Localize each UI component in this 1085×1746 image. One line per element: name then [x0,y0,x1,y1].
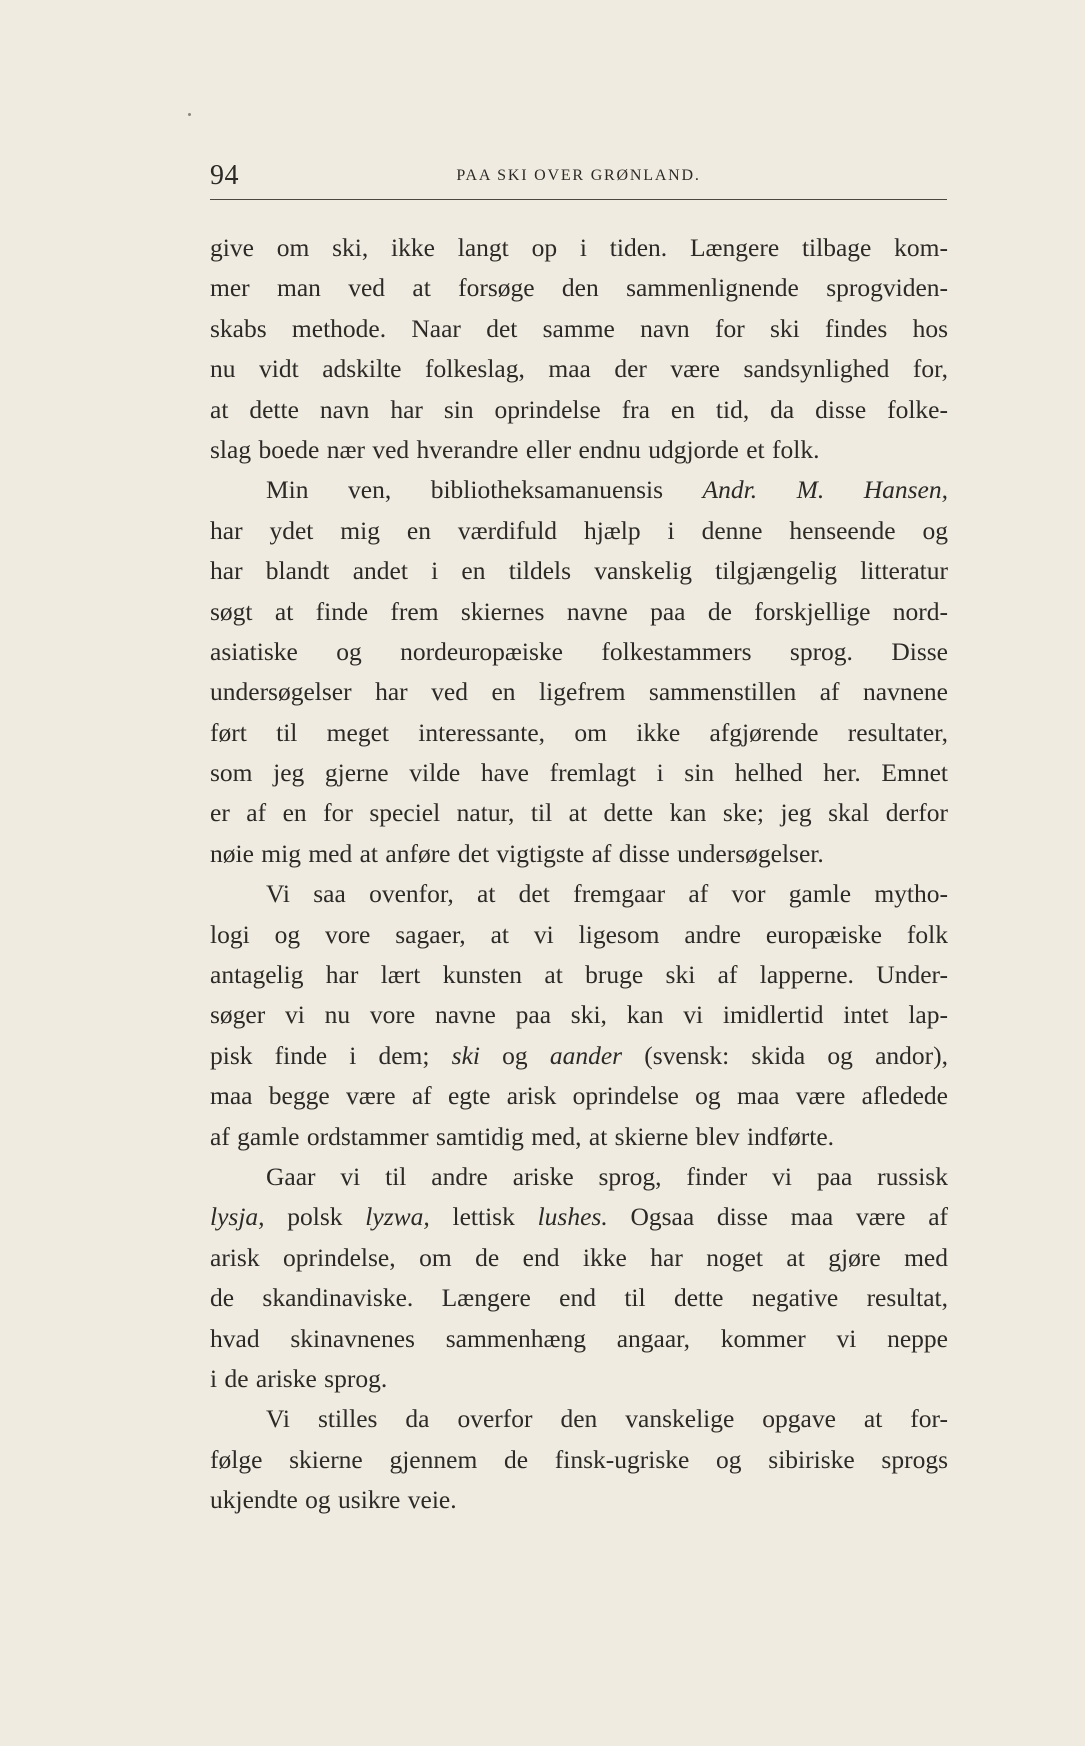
text-line [210,874,948,914]
text-line [210,915,948,955]
page-number: 94 [210,160,239,191]
text-segment: mer man ved at forsøge den sammenlignende sprogviden- [210,273,948,303]
paper-speck [188,113,191,116]
italic-term: lushes. [537,1202,608,1232]
text-segment: antagelig har lært kunsten at bruge ski af lapperne. Under- [210,960,948,990]
text-segment: og [479,1040,550,1070]
text-line [210,1480,948,1520]
text-segment: følge skierne gjennem de finsk-ugriske og sibiriske sprogs [210,1444,948,1474]
italic-term: lyzwa, [365,1202,430,1232]
running-title: PAA SKI OVER GRØNLAND. [456,167,701,184]
text-line [210,1440,948,1480]
text-line [210,1076,948,1116]
text-line [210,349,948,389]
text-segment: søgt at finde frem skiernes navne paa de forskjellige nord- [210,596,948,626]
text-segment: Vi stilles da overfor den vanskelige opgave at for- [266,1404,948,1434]
text-line [210,1157,948,1197]
text-segment: arisk oprindelse, om de end ikke har noget at gjøre med [210,1242,948,1272]
text-segment: asiatiske og nordeuropæiske folkestammers sprog. Disse [210,636,948,666]
text-line [210,834,948,874]
text-line [210,1036,948,1076]
italic-term: aander [549,1040,623,1070]
text-segment: maa begge være af egte arisk oprindelse og maa være afledede [210,1081,948,1111]
text-segment: har blandt andet i en tildels vanskelig tilgjængelig litteratur [210,556,948,586]
text-line [210,1319,948,1359]
text-line [210,228,948,268]
text-segment: ukjendte og usikre veie. [210,1485,457,1515]
text-line [210,511,948,551]
text-line [210,955,948,995]
text-line [210,1399,948,1439]
text-line [210,1238,948,1278]
header-rule [210,199,947,200]
text-segment: Min ven, bibliotheksamanuensis [266,475,703,505]
text-line [210,753,948,793]
text-line [210,1359,948,1399]
text-segment: logi og vore sagaer, at vi ligesom andre europæiske folk [210,919,948,949]
text-line [210,592,948,632]
text-line [210,309,948,349]
text-segment: undersøgelser har ved en ligefrem sammenstillen af navnene [210,677,948,707]
text-segment: ført til meget interessante, om ikke afgjørende resultater, [210,717,948,747]
text-segment: af gamle ordstammer samtidig med, at skierne blev indførte. [210,1121,835,1151]
text-segment: nøie mig med at anføre det vigtigste af disse undersøgelser. [210,838,824,868]
text-segment: i de ariske sprog. [210,1363,388,1393]
text-line [210,470,948,510]
text-line [210,268,948,308]
text-segment: pisk finde i dem; [210,1040,452,1070]
text-segment: hvad skinavnenes sammenhæng angaar, kommer vi neppe [210,1323,948,1353]
text-segment: at dette navn har sin oprindelse fra en tid, da disse folke- [210,394,948,424]
text-line [210,390,948,430]
text-line [210,1278,948,1318]
text-segment: skabs methode. Naar det samme navn for ski findes hos [210,313,948,343]
text-segment: Gaar vi til andre ariske sprog, finder vi paa russisk [266,1161,948,1191]
text-segment: lettisk [429,1202,538,1232]
text-segment: som jeg gjerne vilde have fremlagt i sin helhed her. Emnet [210,758,948,788]
text-line [210,430,948,470]
text-segment: nu vidt adskilte folkeslag, maa der være sandsynlighed for, [210,354,948,384]
italic-term: ski [451,1040,480,1070]
italic-term: lysja, [210,1202,265,1232]
text-segment: (svensk: skida og andor), [622,1040,948,1070]
text-segment: polsk [264,1202,366,1232]
text-segment: er af en for speciel natur, til at dette kan ske; jeg skal derfor [210,798,948,828]
text-line [210,793,948,833]
text-segment: søger vi nu vore navne paa ski, kan vi imidlertid intet lap- [210,1000,948,1030]
text-segment: de skandinaviske. Længere end til dette negative resultat, [210,1283,948,1313]
text-line [210,1197,948,1237]
text-line [210,1117,948,1157]
text-line [210,995,948,1035]
text-line [210,551,948,591]
text-segment: Vi saa ovenfor, at det fremgaar af vor gamle mytho- [266,879,948,909]
body-text [210,228,948,1521]
text-line [210,672,948,712]
text-line [210,713,948,753]
text-segment: har ydet mig en værdifuld hjælp i denne henseende og [210,515,948,545]
text-segment: slag boede nær ved hverandre eller endnu udgjorde et folk. [210,434,820,464]
text-segment: give om ski, ikke langt op i tiden. Længere tilbage kom- [210,233,948,262]
text-segment: Ogsaa disse maa være af [607,1202,948,1232]
text-line [210,632,948,672]
page-header [210,160,947,192]
italic-term: Andr. M. Hansen, [702,475,948,505]
